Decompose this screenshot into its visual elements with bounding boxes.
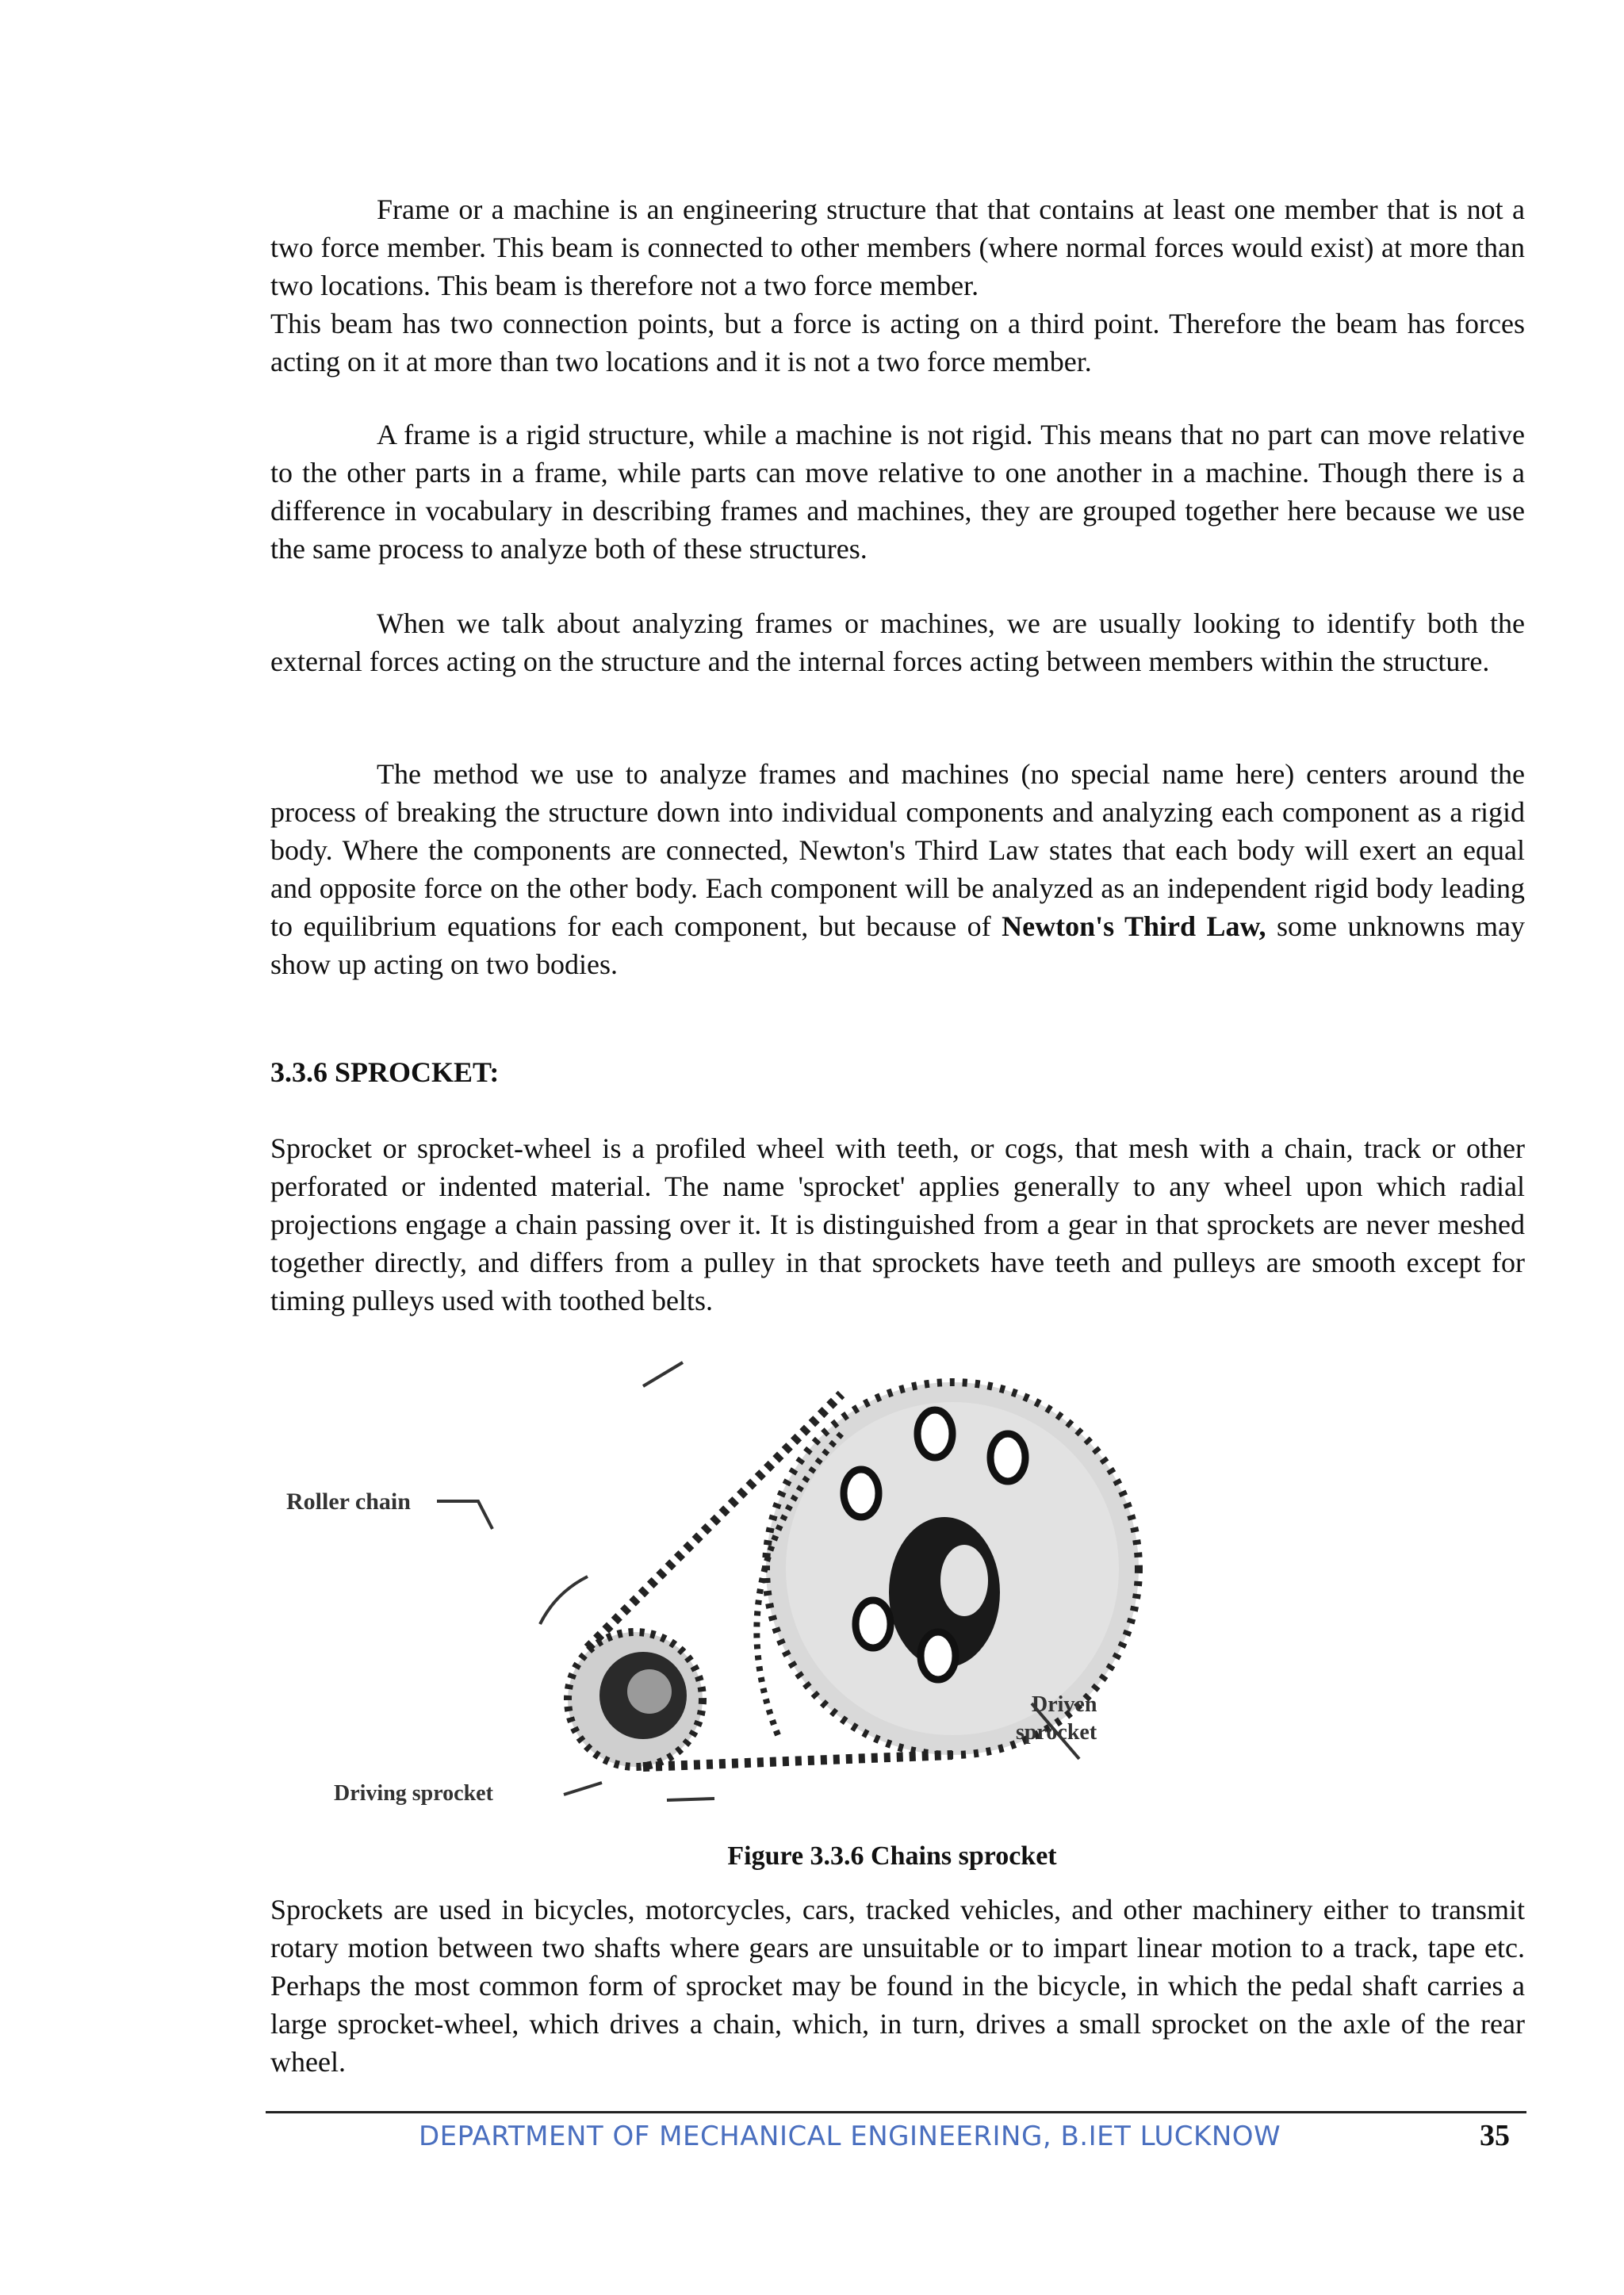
label-roller-chain: Roller chain bbox=[286, 1488, 411, 1515]
paragraph-method-end: some unknowns may show up acting on two bodies. bbox=[270, 910, 1525, 980]
newtons-third-law-bold: Newton's Third Law, bbox=[1002, 910, 1266, 942]
footer-department: DEPARTMENT OF MECHANICAL ENGINEERING, B.IET LUCKNOW bbox=[419, 2121, 1281, 2152]
direction-arrow-icon bbox=[667, 1799, 714, 1800]
driving-sprocket-leader-line bbox=[564, 1783, 602, 1795]
roller-chain-leader-line bbox=[437, 1501, 492, 1529]
sprocket-hole-icon bbox=[921, 1632, 956, 1680]
paragraph-frame-definition: Frame or a machine is an engineering structure that that contains at least one member that is not a two force member. This beam is connected to other members (where normal forces would exist) at more than two locations. This beam is therefore not a two force member. bbox=[270, 193, 1525, 301]
paragraph-beam-connections: This beam has two connection points, but a force is acting on a third point. Therefore the beam has forces acting on it at more than two locations and it is not a two force member. bbox=[270, 308, 1525, 377]
page-number: 35 bbox=[1480, 2119, 1510, 2152]
sprocket-hole-icon bbox=[856, 1600, 891, 1648]
label-driven: Driven bbox=[1032, 1692, 1097, 1717]
paragraph-rigid-structure: A frame is a rigid structure, while a machine is not rigid. This means that no part can move relative to the other parts in a frame, while parts can move relative to one another in a machine. Though there is a difference in vocabulary in describing frames and machines, they are grouped together here because we use the same process to analyze both of these structures. bbox=[270, 419, 1525, 565]
paragraph-sprocket-definition: Sprocket or sprocket-wheel is a profiled wheel with teeth, or cogs, that mesh with a chain, track or other perforated or indented material. The name 'sprocket' applies generally to any wheel upon which radial projections engage a chain passing over it. It is distinguished from a gear in that sprockets are never meshed together directly, and differs from a pulley in that sprockets have teeth and pulleys are smooth except for timing pulleys used with toothed belts. bbox=[270, 1132, 1525, 1316]
footer-divider bbox=[266, 2111, 1526, 2113]
paragraph-method bbox=[270, 755, 1525, 983]
sprocket-hole-icon bbox=[917, 1410, 952, 1458]
direction-arrow-icon bbox=[540, 1577, 588, 1624]
label-driven-sprocket: sprocket bbox=[1016, 1720, 1097, 1745]
label-driving-sprocket: Driving sprocket bbox=[334, 1781, 493, 1806]
figure-caption: Figure 3.3.6 Chains sprocket bbox=[727, 1841, 1057, 1871]
chain-sprocket-illustration bbox=[270, 1339, 1301, 1822]
driven-sprocket-hub-highlight bbox=[940, 1545, 988, 1616]
paragraph-sprocket-uses: Sprockets are used in bicycles, motorcycles, cars, tracked vehicles, and other machinery either to transmit rotary motion between two shafts where gears are unsuitable or to impart linear motion to a track, tape etc. Perhaps the most common form of sprocket may be found in the bicycle, in which the pedal shaft carries a large sprocket-wheel, which drives a chain, which, in turn, drives a small sprocket on the axle of the rear wheel. bbox=[270, 1894, 1525, 2078]
sprocket-hole-icon bbox=[990, 1434, 1025, 1481]
sprocket-hole-icon bbox=[844, 1469, 879, 1517]
section-heading-sprocket: 3.3.6 SPROCKET: bbox=[270, 1056, 500, 1088]
paragraph-analyzing-frames: When we talk about analyzing frames or machines, we are usually looking to identify both the external forces acting on the structure and the internal forces acting between members within the structure. bbox=[270, 607, 1525, 677]
chain-sprocket-figure bbox=[270, 1339, 1301, 1822]
direction-arrow-icon bbox=[643, 1362, 683, 1386]
driving-sprocket-center bbox=[627, 1669, 672, 1714]
paragraph-method-text: The method we use to analyze frames and machines (no special name here) centers around the process of breaking the structure down into individual components and analyzing each component as a rigid body. Where the components are connected, Newton's Third Law states that each body will exert an equal and opposite force on the other body. Each component will be analyzed as an independent rigid body leading to equilibrium equations for each component, but because of bbox=[270, 758, 1525, 942]
roller-chain-lower-run bbox=[643, 1755, 952, 1767]
